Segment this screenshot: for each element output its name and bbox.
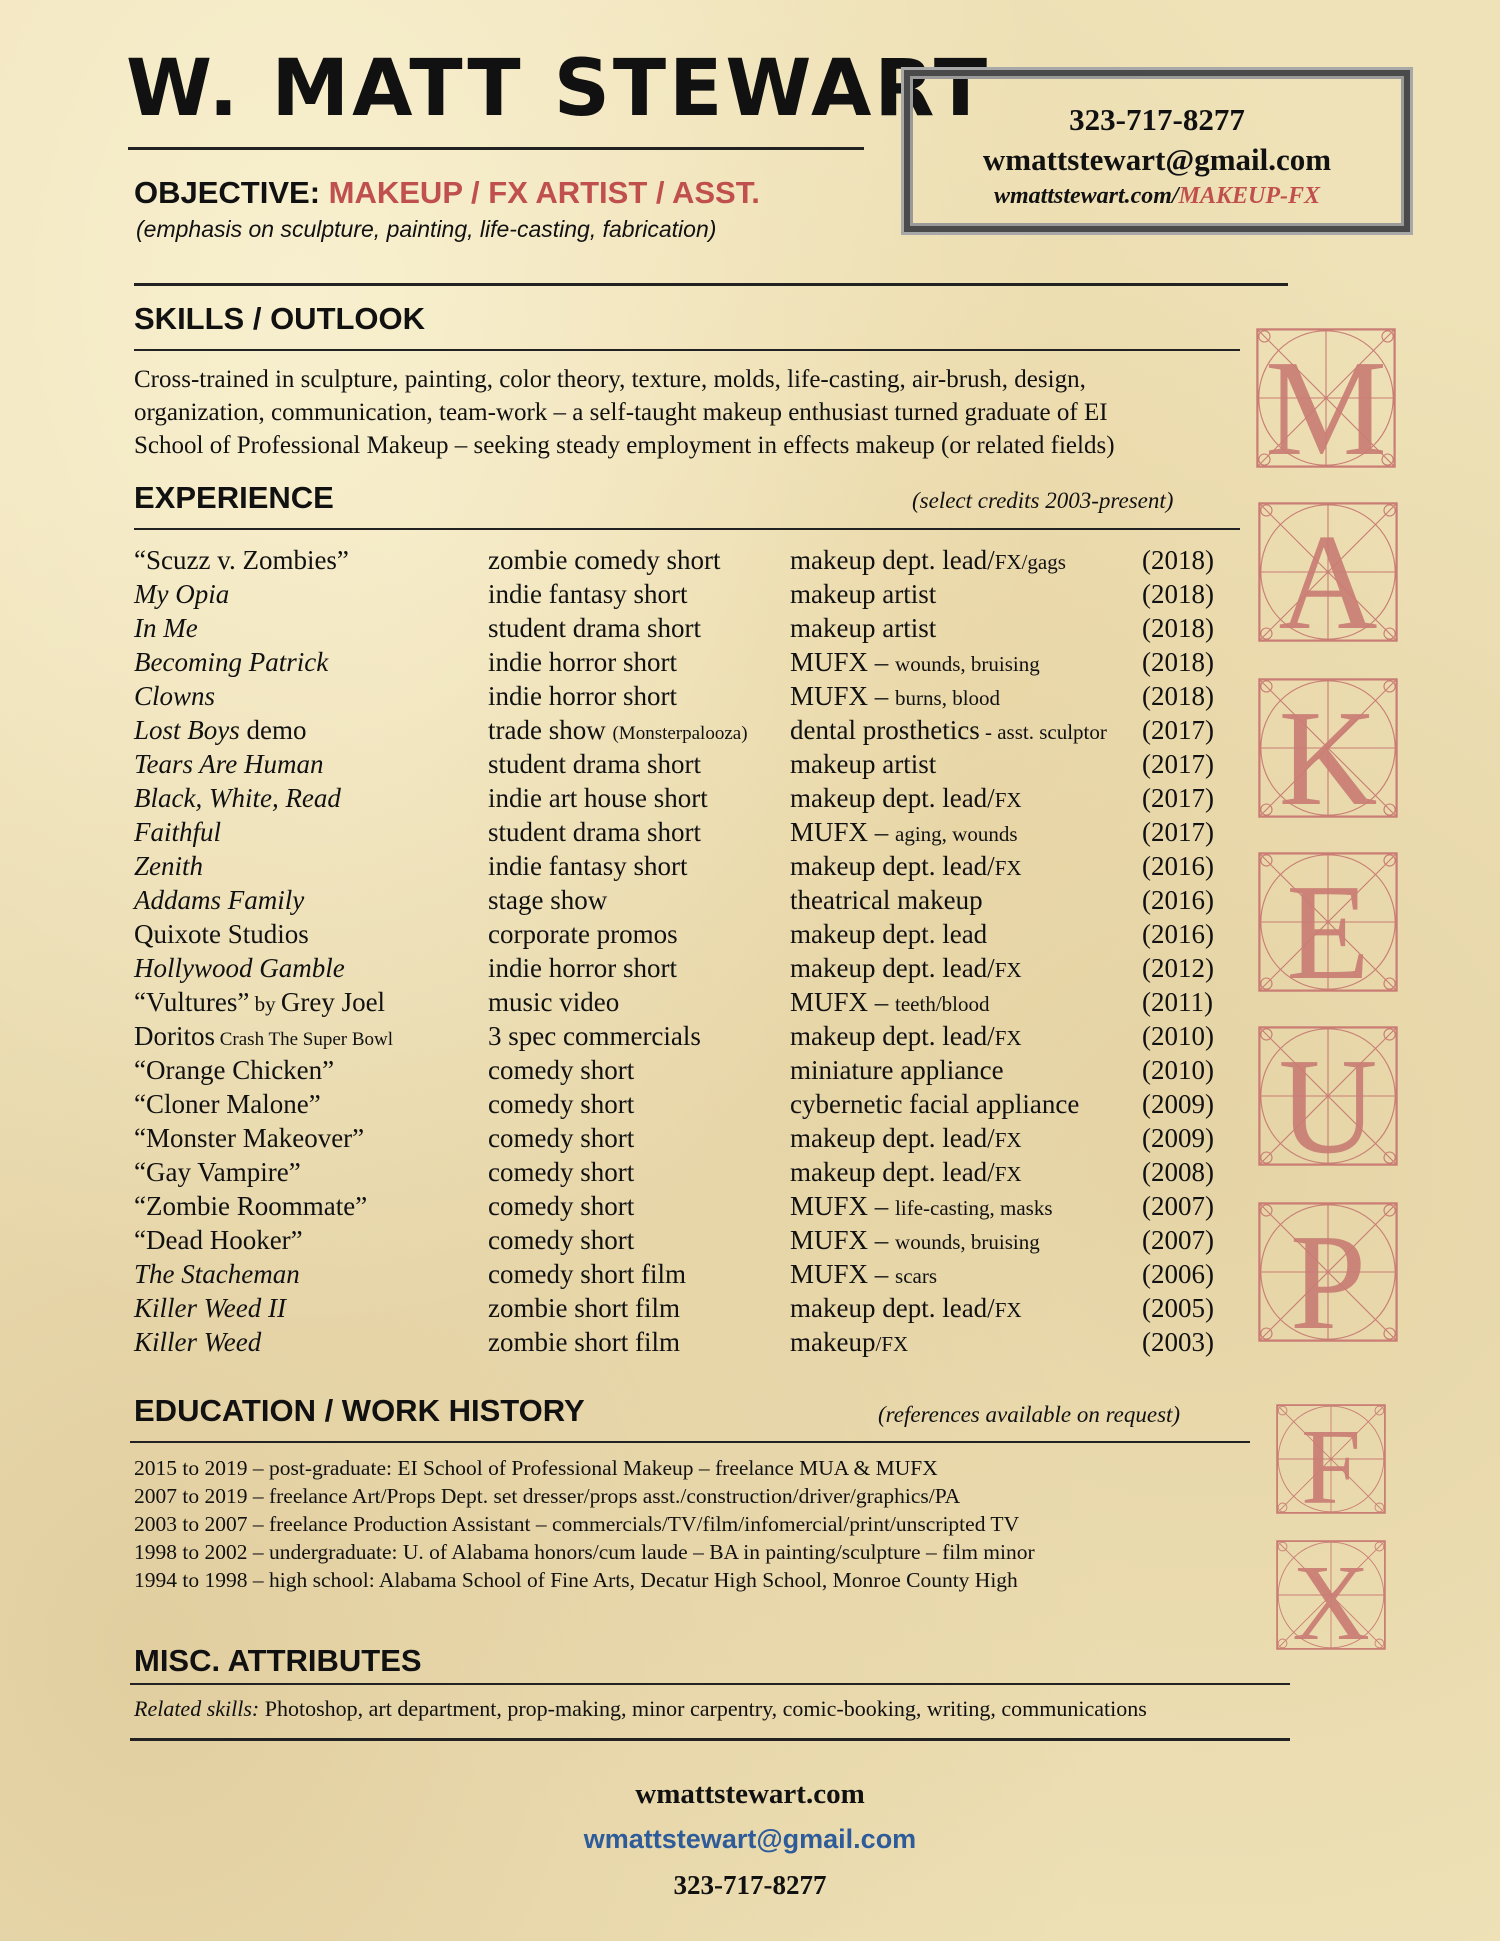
credit-role (790, 1121, 1022, 1157)
credit-year (1142, 1155, 1214, 1189)
credit-type (488, 1019, 701, 1053)
contact-phone[interactable]: 323-717-8277 (1069, 102, 1245, 137)
credit-type (488, 1087, 634, 1121)
credit-role-part: MUFX – (790, 817, 896, 847)
credit-year-part: (2017) (1142, 749, 1214, 779)
website-prefix: wmattstewart.com/ (993, 183, 1179, 209)
credit-type (488, 645, 677, 679)
misc-title: MISC. ATTRIBUTES (134, 1643, 422, 1678)
credit-year (1142, 577, 1214, 611)
credit-title (134, 611, 198, 645)
credit-title-part: In Me (134, 613, 198, 643)
credit-year (1142, 883, 1214, 917)
credit-role (790, 781, 1022, 817)
credit-title (134, 951, 345, 985)
credit-role (790, 1291, 1022, 1327)
credit-year (1142, 611, 1214, 645)
credit-type (488, 849, 687, 883)
credit-role-part: MUFX – (790, 1191, 896, 1221)
credit-year-part: (2018) (1142, 613, 1214, 643)
credit-role-part: makeup dept. lead/ (790, 1021, 995, 1051)
credit-title (134, 883, 304, 917)
credit-role-part: cybernetic facial appliance (790, 1089, 1080, 1119)
side-letter-glyph: A (1278, 506, 1378, 642)
credit-title-part: “Vultures” (134, 987, 250, 1017)
credit-title-part: “Orange Chicken” (134, 1055, 335, 1085)
credit-title-part: by (249, 992, 281, 1016)
credit-title (134, 747, 324, 781)
credit-type (488, 1155, 634, 1189)
credit-role (790, 883, 983, 917)
credit-role-part: life-casting, masks (895, 1196, 1053, 1220)
credit-title (134, 1019, 393, 1057)
credit-type-part: student drama short (488, 749, 701, 779)
credit-role (790, 815, 1018, 851)
education-item: 2015 to 2019 – post-graduate: EI School of Professional Makeup – freelance MUA & MUFX (134, 1456, 938, 1480)
experience-title: EXPERIENCE (134, 480, 334, 515)
credit-title-part: Quixote Studios (134, 919, 309, 949)
side-letter-k (1258, 678, 1398, 818)
side-letter-glyph: F (1301, 1408, 1361, 1514)
credit-type-part: zombie comedy short (488, 545, 721, 575)
header-divider (134, 283, 1288, 286)
credit-type (488, 611, 701, 645)
credit-type (488, 985, 619, 1019)
credit-year (1142, 781, 1214, 815)
credit-role-part: makeup artist (790, 579, 937, 609)
credit-title (134, 713, 307, 747)
objective-value: MAKEUP / FX ARTIST / ASST. (328, 175, 760, 210)
credit-year (1142, 1087, 1214, 1121)
credit-role (790, 645, 1040, 681)
credit-year-part: (2018) (1142, 545, 1214, 575)
credit-title-part: Tears Are Human (134, 749, 324, 779)
credit-title (134, 1223, 303, 1257)
credit-title (134, 1325, 261, 1359)
credit-year (1142, 1223, 1214, 1257)
credit-type (488, 1189, 634, 1223)
website-suffix: MAKEUP-FX (1178, 183, 1321, 209)
side-letter-glyph: K (1278, 682, 1378, 818)
credit-year-part: (2017) (1142, 783, 1214, 813)
credit-type-part: music video (488, 987, 620, 1017)
skills-text (134, 363, 1254, 462)
credit-type (488, 1257, 686, 1291)
misc-skills: Photoshop, art department, prop-making, minor carpentry, comic-booking, writing, communications (259, 1696, 1147, 1721)
credit-role (790, 1257, 937, 1293)
credit-type-part: indie art house short (488, 783, 708, 813)
credit-role-part: makeup dept. lead/ (790, 783, 995, 813)
credit-role (790, 985, 990, 1021)
credit-type (488, 883, 607, 917)
credit-role-part: makeup artist (790, 613, 937, 643)
credit-year (1142, 1121, 1214, 1155)
credit-year-part: (2005) (1142, 1293, 1214, 1323)
skills-line: Cross-trained in sculpture, painting, color theory, texture, molds, life-casting, air-brush, design, (134, 366, 1086, 393)
credit-role-part: miniature appliance (790, 1055, 1004, 1085)
credit-type (488, 1223, 634, 1257)
credit-title-part: Black, White, Read (134, 783, 341, 813)
credit-title-part: “Gay Vampire” (134, 1157, 301, 1187)
credit-role-part: FX (994, 1298, 1022, 1322)
credit-title-part: Crash The Super Bowl (215, 1029, 394, 1050)
credit-title-part: My Opia (134, 579, 230, 609)
education-item: 2007 to 2019 – freelance Art/Props Dept. set dresser/props asst./construction/driver/graphics/PA (134, 1484, 961, 1508)
credit-year-part: (2016) (1142, 885, 1214, 915)
credit-year-part: (2012) (1142, 953, 1214, 983)
credit-type-part: comedy short (488, 1157, 635, 1187)
side-letter-glyph: M (1265, 332, 1387, 468)
credit-role-part: MUFX – (790, 1225, 896, 1255)
credit-type-part: comedy short (488, 1089, 635, 1119)
credit-type (488, 815, 701, 849)
credit-title-part: Grey Joel (280, 987, 386, 1017)
credit-year-part: (2006) (1142, 1259, 1214, 1289)
credit-title-part: Doritos (134, 1021, 215, 1051)
credit-role-part: makeup dept. lead/ (790, 1157, 995, 1187)
credit-type (488, 1121, 634, 1155)
credit-role (790, 713, 1107, 749)
credit-year-part: (2007) (1142, 1225, 1214, 1255)
credit-year-part: (2018) (1142, 647, 1214, 677)
credit-role-part: MUFX – (790, 987, 896, 1017)
credit-type-part: comedy short film (488, 1259, 686, 1289)
side-letter-x (1276, 1540, 1386, 1650)
objective-label: OBJECTIVE: (134, 175, 321, 210)
education-underline (130, 1441, 1250, 1443)
credit-role-part: makeup dept. lead/ (790, 1123, 995, 1153)
credit-role-part: MUFX – (790, 1259, 896, 1289)
credit-year (1142, 645, 1214, 679)
credit-type (488, 781, 708, 815)
side-letter-a (1258, 502, 1398, 642)
misc-text (134, 1696, 1147, 1722)
credit-role-part: /FX (875, 1332, 909, 1356)
credit-role-part: dental prosthetics (790, 715, 980, 745)
credit-type (488, 951, 677, 985)
footer-email[interactable]: wmattstewart@gmail.com (583, 1824, 917, 1854)
credit-role-part: FX (994, 958, 1022, 982)
credit-title (134, 849, 203, 883)
credit-title-part: “Monster Makeover” (134, 1123, 365, 1153)
credit-year (1142, 917, 1214, 951)
credit-year (1142, 985, 1213, 1019)
credit-role-part: makeup dept. lead/ (790, 1293, 995, 1323)
credit-year (1142, 543, 1214, 577)
credit-title (134, 645, 328, 679)
credit-role (790, 577, 936, 611)
skills-line: School of Professional Makeup – seeking steady employment in effects makeup (or related fields) (134, 432, 1115, 459)
credit-type-part: indie horror short (488, 953, 677, 983)
credit-type-part: indie horror short (488, 681, 677, 711)
credit-year-part: (2017) (1142, 715, 1214, 745)
credit-title (134, 577, 229, 611)
education-list (134, 1454, 1035, 1594)
credit-role-part: MUFX – (790, 647, 896, 677)
credit-year-part: (2009) (1142, 1089, 1214, 1119)
side-letter-glyph: P (1289, 1206, 1367, 1342)
credit-title-part: Becoming Patrick (134, 647, 329, 677)
credit-title-part: Lost Boys (134, 715, 240, 745)
credit-role-part: teeth/blood (895, 992, 990, 1016)
credit-year (1142, 679, 1214, 713)
credit-type (488, 543, 720, 577)
side-letter-u (1258, 1026, 1398, 1166)
name-underline (128, 147, 864, 150)
credit-role-part: makeup dept. lead/ (790, 953, 995, 983)
experience-underline (134, 528, 1240, 530)
contact-website[interactable] (910, 183, 1404, 210)
education-item: 1994 to 1998 – high school: Alabama School of Fine Arts, Decatur High School, Monroe County High (134, 1568, 1018, 1592)
credit-title (134, 1189, 367, 1223)
credit-year-part: (2007) (1142, 1191, 1214, 1221)
credit-type-part: comedy short (488, 1123, 635, 1153)
objective-note: (emphasis on sculpture, painting, life-casting, fabrication) (136, 216, 717, 242)
credit-type-part: indie horror short (488, 647, 677, 677)
credit-year (1142, 747, 1214, 781)
credit-type (488, 1325, 680, 1359)
credit-year-part: (2016) (1142, 851, 1214, 881)
credit-role (790, 1189, 1053, 1225)
credit-title-part: “Dead Hooker” (134, 1225, 303, 1255)
education-title: EDUCATION / WORK HISTORY (134, 1393, 585, 1428)
credit-role (790, 1053, 1004, 1087)
credit-type-part: indie fantasy short (488, 851, 688, 881)
credit-type-part: comedy short (488, 1191, 635, 1221)
credit-title-part: “Cloner Malone” (134, 1089, 321, 1119)
skills-underline (134, 349, 1240, 351)
credit-role-part: FX (994, 1162, 1022, 1186)
credit-role-part: scars (895, 1264, 938, 1288)
misc-label: Related skills: (134, 1696, 260, 1721)
credit-year-part: (2008) (1142, 1157, 1214, 1187)
experience-note: (select credits 2003-present) (912, 488, 1174, 513)
credit-type-part: stage show (488, 885, 608, 915)
credit-title-part: Zenith (134, 851, 204, 881)
credit-role-part: FX (994, 788, 1022, 812)
credit-role-part: FX (994, 1026, 1022, 1050)
credit-type-part: indie fantasy short (488, 579, 688, 609)
credit-role-part: aging, wounds (895, 822, 1018, 846)
credit-role-part: makeup artist (790, 749, 937, 779)
credit-role-part: makeup dept. lead (790, 919, 988, 949)
credit-type (488, 679, 677, 713)
education-item: 1998 to 2002 – undergraduate: U. of Alabama honors/cum laude – BA in painting/sculpture – film minor (134, 1540, 1035, 1564)
contact-box (904, 70, 1410, 232)
credit-role-part: theatrical makeup (790, 885, 983, 915)
credit-year-part: (2018) (1142, 579, 1214, 609)
credit-role (790, 1325, 908, 1361)
credit-title-part: Killer Weed II (134, 1293, 286, 1323)
candidate-name: W. MATT STEWART (126, 44, 991, 134)
side-letter-p (1258, 1202, 1398, 1342)
credit-role (790, 1019, 1022, 1055)
credit-title (134, 1155, 301, 1189)
credit-type-part: student drama short (488, 613, 701, 643)
credit-title (134, 1257, 300, 1291)
credit-type-part: 3 spec commercials (488, 1021, 701, 1051)
credit-type (488, 713, 748, 751)
credit-title-part: Killer Weed (134, 1327, 262, 1357)
objective (134, 176, 760, 210)
credit-title-part: “Zombie Roommate” (134, 1191, 368, 1221)
side-letter-glyph: U (1278, 1030, 1378, 1166)
side-letter-e (1258, 852, 1398, 992)
credit-year-part: (2003) (1142, 1327, 1214, 1357)
credit-title-part: demo (239, 715, 307, 745)
credit-title (134, 815, 221, 849)
side-letter-m (1256, 328, 1396, 468)
credit-type (488, 1291, 680, 1325)
credit-role (790, 747, 936, 781)
credit-type-part: student drama short (488, 817, 701, 847)
contact-email[interactable]: wmattstewart@gmail.com (982, 142, 1332, 177)
credit-year (1142, 1019, 1214, 1053)
credit-role-part: FX (994, 856, 1022, 880)
credit-role-part: FX/gags (994, 550, 1066, 574)
credit-role-part: - asst. sculptor (979, 720, 1107, 744)
credit-role-part: FX (994, 1128, 1022, 1152)
credit-title-part: Addams Family (134, 885, 305, 915)
education-item: 2003 to 2007 – freelance Production Assistant – commercials/TV/film/infomercial/print/unscripted TV (134, 1512, 1020, 1536)
credit-title-part: Clowns (134, 681, 216, 711)
credit-type (488, 577, 687, 611)
credit-role (790, 849, 1022, 885)
credit-year (1142, 951, 1214, 985)
footer-phone[interactable]: 323-717-8277 (673, 1870, 827, 1900)
credit-role-part: makeup dept. lead/ (790, 851, 995, 881)
credit-year-part: (2017) (1142, 817, 1214, 847)
credit-year-part: (2016) (1142, 919, 1214, 949)
credit-year-part: (2018) (1142, 681, 1214, 711)
credit-type-part: comedy short (488, 1055, 635, 1085)
credit-type-part: comedy short (488, 1225, 635, 1255)
side-letter-glyph: X (1292, 1544, 1370, 1650)
credit-year (1142, 1291, 1214, 1325)
skills-title: SKILLS / OUTLOOK (134, 301, 426, 336)
credit-type-part: trade show (488, 715, 613, 745)
footer-website[interactable]: wmattstewart.com (635, 1778, 865, 1810)
credit-role (790, 917, 987, 951)
credit-title (134, 781, 341, 815)
credit-role (790, 1087, 1079, 1121)
credit-role (790, 1155, 1022, 1191)
credit-year (1142, 849, 1214, 883)
credit-title (134, 1053, 334, 1087)
credit-year (1142, 1325, 1214, 1359)
credit-role-part: burns, blood (895, 686, 1001, 710)
credit-year (1142, 713, 1214, 747)
credit-title-part: The Stacheman (134, 1259, 300, 1289)
credit-role-part: MUFX – (790, 681, 896, 711)
credit-year-part: (2010) (1142, 1055, 1214, 1085)
credit-type (488, 1053, 634, 1087)
credit-role-part: makeup (790, 1327, 876, 1357)
credit-title (134, 1087, 321, 1121)
credit-role (790, 543, 1066, 579)
credit-title (134, 985, 385, 1021)
credit-type-part: zombie short film (488, 1293, 680, 1323)
credit-title-part: Faithful (134, 817, 221, 847)
credit-role (790, 951, 1022, 987)
side-letter-glyph: E (1286, 856, 1370, 992)
credit-role (790, 1223, 1040, 1259)
credit-type-part: corporate promos (488, 919, 678, 949)
credit-role (790, 611, 936, 645)
credit-type-part: zombie short film (488, 1327, 680, 1357)
education-note: (references available on request) (878, 1402, 1181, 1427)
credit-role-part: wounds, bruising (895, 1230, 1040, 1254)
misc-bottom-rule (130, 1738, 1290, 1741)
credit-title-part: “Scuzz v. Zombies” (134, 545, 349, 575)
credit-type-part: (Monsterpalooza) (612, 723, 748, 744)
credit-type (488, 747, 701, 781)
side-letter-f (1276, 1404, 1386, 1514)
credit-year (1142, 1257, 1214, 1291)
credit-year (1142, 815, 1214, 849)
credit-type (488, 917, 678, 951)
credit-title (134, 543, 349, 577)
credit-year-part: (2011) (1142, 987, 1213, 1017)
credit-title (134, 1121, 364, 1155)
credit-title (134, 917, 309, 951)
credit-year (1142, 1053, 1214, 1087)
credit-title (134, 1291, 286, 1325)
credit-year-part: (2010) (1142, 1021, 1214, 1051)
credit-role-part: makeup dept. lead/ (790, 545, 995, 575)
credit-year-part: (2009) (1142, 1123, 1214, 1153)
credit-year (1142, 1189, 1214, 1223)
credit-role (790, 679, 1000, 715)
credit-title-part: Hollywood Gamble (134, 953, 345, 983)
skills-line: organization, communication, team-work – a self-taught makeup enthusiast turned graduate of EI (134, 399, 1108, 426)
credit-title (134, 679, 215, 713)
misc-underline (130, 1683, 1290, 1685)
credit-role-part: wounds, bruising (895, 652, 1040, 676)
